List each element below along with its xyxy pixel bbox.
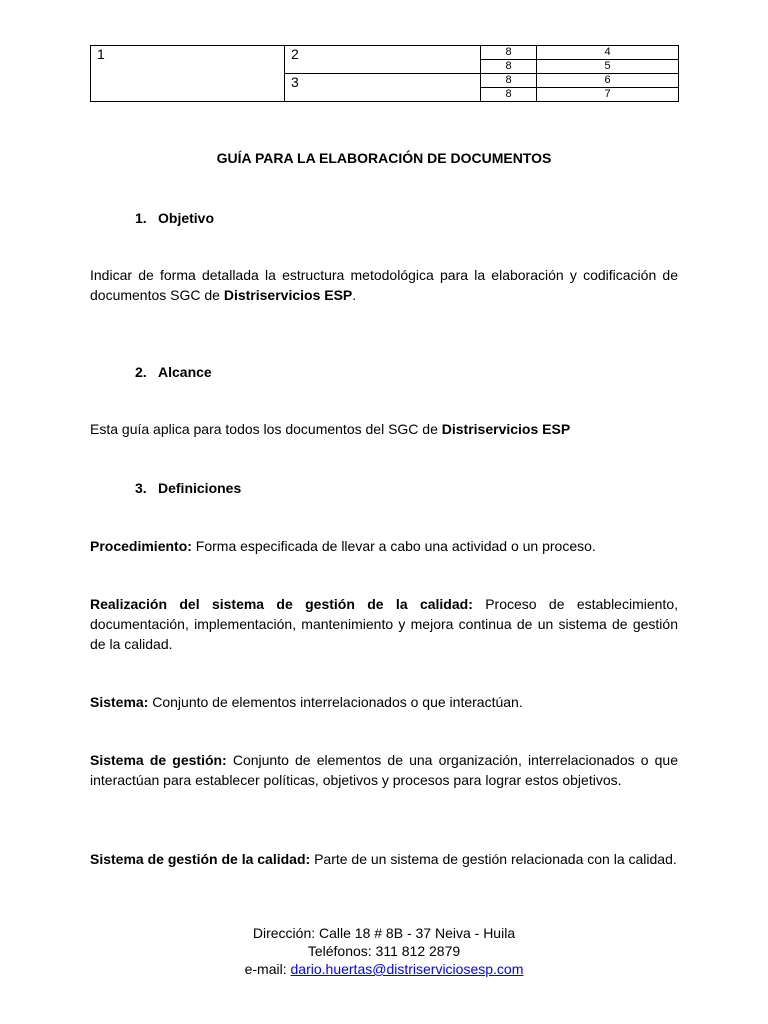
definition-text: Conjunto de elementos interrelacionados o que interactúan. [148, 694, 523, 710]
definition-sistema-gestion [90, 750, 678, 790]
section-number: 3. [135, 480, 147, 496]
section-heading-definiciones [135, 480, 241, 496]
footer-phones: Teléfonos: 311 812 2879 [307, 943, 461, 959]
section-title: Alcance [158, 364, 212, 380]
definition-procedimiento [90, 536, 678, 556]
definition-realizacion [90, 594, 678, 654]
header-cell: 5 [537, 60, 679, 74]
section-heading-objetivo [135, 210, 214, 226]
header-table [90, 45, 679, 102]
header-cell: 4 [537, 46, 679, 60]
header-cell: 8 [481, 74, 537, 88]
section-title: Objetivo [158, 210, 215, 226]
section-number: 2. [135, 364, 147, 380]
alcance-text: Esta guía aplica para todos los documentos del SGC de [90, 421, 442, 437]
objetivo-text: Indicar de forma detallada la estructura metodológica para la elaboración y codificación de documentos SGC de [90, 267, 678, 303]
definition-sistema-gestion-calidad [90, 849, 678, 869]
header-cell: 6 [537, 74, 679, 88]
header-cell: 7 [537, 88, 679, 102]
header-cell-1: 1 [91, 46, 285, 102]
objetivo-end: . [352, 287, 357, 303]
header-cell-3: 3 [285, 74, 481, 102]
header-cell: 8 [481, 46, 537, 60]
document-title: GUÍA PARA LA ELABORACIÓN DE DOCUMENTOS [216, 150, 552, 166]
definition-text: Parte de un sistema de gestión relacionada con la calidad. [310, 851, 677, 867]
definition-term: Sistema: [90, 694, 149, 710]
definition-term: Sistema de gestión de la calidad: [90, 851, 311, 867]
definition-term: Realización del sistema de gestión de la calidad: [90, 596, 473, 612]
footer-address: Dirección: Calle 18 # 8B - 37 Neiva - Huila [252, 925, 516, 941]
definition-sistema [90, 692, 678, 712]
definition-term: Sistema de gestión: [90, 752, 227, 768]
definition-text: Forma especificada de llevar a cabo una actividad o un proceso. [191, 538, 596, 554]
section-heading-alcance [135, 364, 212, 380]
email-link[interactable]: dario.huertas@distriserviciosesp.com [290, 961, 524, 977]
definition-text: Conjunto de elementos de una organización, interrelacionados o que interactúan para establecer políticas, objetivos y procesos para lograr estos objetivos. [90, 752, 678, 788]
definition-term: Procedimiento: [90, 538, 192, 554]
objetivo-paragraph [90, 265, 678, 305]
definition-text: Proceso de establecimiento, documentación, implementación, mantenimiento y mejora continua de un sistema de gestión de la calidad. [90, 596, 678, 652]
header-cell: 8 [481, 60, 537, 74]
company-name: Distriservicios ESP [223, 287, 353, 303]
section-title: Definiciones [158, 480, 242, 496]
page-footer [0, 924, 768, 978]
company-name: Distriservicios ESP [441, 421, 571, 437]
section-number: 1. [135, 210, 147, 226]
alcance-paragraph [90, 419, 678, 439]
footer-email-label: e-mail: [244, 961, 291, 977]
header-cell: 8 [481, 88, 537, 102]
footer-email-line [0, 960, 768, 978]
header-cell-2: 2 [285, 46, 481, 74]
